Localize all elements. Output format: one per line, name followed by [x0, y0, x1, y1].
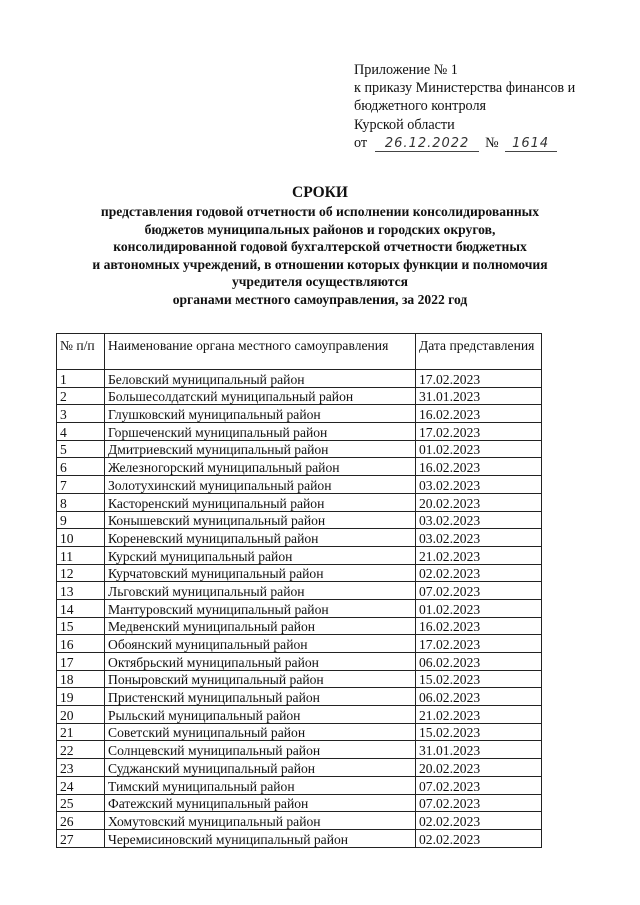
table-row: [57, 776, 542, 794]
table-row: [57, 493, 542, 511]
row-number: 19: [57, 688, 105, 706]
table-row: [57, 564, 542, 582]
submission-date: 20.02.2023: [416, 493, 542, 511]
table-row: [57, 617, 542, 635]
row-number: 21: [57, 723, 105, 741]
row-number: 22: [57, 741, 105, 759]
submission-date: 31.01.2023: [416, 741, 542, 759]
table-row: [57, 458, 542, 476]
row-number: 4: [57, 423, 105, 441]
organ-name: Беловский муниципальный район: [105, 370, 416, 388]
submission-date: 17.02.2023: [416, 370, 542, 388]
organ-name: Советский муниципальный район: [105, 723, 416, 741]
row-number: 23: [57, 759, 105, 777]
organ-name: Горшеченский муниципальный район: [105, 423, 416, 441]
header-organ-name: Наименование органа местного самоуправления: [105, 334, 416, 370]
row-number: 24: [57, 776, 105, 794]
table-row: [57, 829, 542, 847]
row-number: 25: [57, 794, 105, 812]
document-heading: [0, 183, 640, 309]
submission-date: 15.02.2023: [416, 670, 542, 688]
row-number: 2: [57, 387, 105, 405]
submission-date: 20.02.2023: [416, 759, 542, 777]
organ-name: Медвенский муниципальный район: [105, 617, 416, 635]
row-number: 9: [57, 511, 105, 529]
annex-date-line: [354, 134, 634, 152]
table-row: [57, 635, 542, 653]
row-number: 3: [57, 405, 105, 423]
organ-name: Суджанский муниципальный район: [105, 759, 416, 777]
submission-date: 16.02.2023: [416, 458, 542, 476]
organ-name: Рыльский муниципальный район: [105, 706, 416, 724]
organ-name: Поныровский муниципальный район: [105, 670, 416, 688]
submission-date: 02.02.2023: [416, 812, 542, 830]
organ-name: Курский муниципальный район: [105, 546, 416, 564]
organ-name: Конышевский муниципальный район: [105, 511, 416, 529]
row-number: 5: [57, 440, 105, 458]
row-number: 16: [57, 635, 105, 653]
table-row: [57, 706, 542, 724]
table-row: [57, 723, 542, 741]
table-row: [57, 370, 542, 388]
organ-name: Большесолдатский муниципальный район: [105, 387, 416, 405]
submission-date: 03.02.2023: [416, 529, 542, 547]
organ-name: Фатежский муниципальный район: [105, 794, 416, 812]
table-row: [57, 405, 542, 423]
row-number: 10: [57, 529, 105, 547]
number-label: №: [485, 134, 499, 151]
table-row: [57, 529, 542, 547]
submission-date: 21.02.2023: [416, 706, 542, 724]
submission-date: 03.02.2023: [416, 476, 542, 494]
submission-date: 16.02.2023: [416, 405, 542, 423]
table-row: [57, 387, 542, 405]
table-row: [57, 670, 542, 688]
submission-date: 06.02.2023: [416, 688, 542, 706]
table-row: [57, 812, 542, 830]
submission-date: 01.02.2023: [416, 440, 542, 458]
header-number: № п/п: [57, 334, 105, 370]
submission-date: 17.02.2023: [416, 423, 542, 441]
organ-name: Тимский муниципальный район: [105, 776, 416, 794]
submission-date: 17.02.2023: [416, 635, 542, 653]
row-number: 26: [57, 812, 105, 830]
organ-name: Льговский муниципальный район: [105, 582, 416, 600]
submission-date: 21.02.2023: [416, 546, 542, 564]
submission-date: 06.02.2023: [416, 653, 542, 671]
organ-name: Обоянский муниципальный район: [105, 635, 416, 653]
document-title: СРОКИ: [292, 184, 348, 201]
annex-line-1: Приложение № 1: [354, 62, 458, 78]
organ-name: Золотухинский муниципальный район: [105, 476, 416, 494]
submission-date: 15.02.2023: [416, 723, 542, 741]
subtitle-line: и автономных учреждений, в отношении которых функции и полномочия: [92, 256, 548, 272]
submission-date: 16.02.2023: [416, 617, 542, 635]
organ-name: Дмитриевский муниципальный район: [105, 440, 416, 458]
deadlines-table: [56, 333, 542, 848]
annex-block: [354, 61, 634, 152]
row-number: 13: [57, 582, 105, 600]
row-number: 14: [57, 599, 105, 617]
organ-name: Глушковский муниципальный район: [105, 405, 416, 423]
row-number: 11: [57, 546, 105, 564]
submission-date: 07.02.2023: [416, 794, 542, 812]
organ-name: Октябрьский муниципальный район: [105, 653, 416, 671]
subtitle-line: органами местного самоуправления, за 2022 год: [172, 291, 468, 307]
row-number: 20: [57, 706, 105, 724]
table-row: [57, 440, 542, 458]
header-date: Дата представления: [416, 334, 542, 370]
organ-name: Железногорский муниципальный район: [105, 458, 416, 476]
table-row: [57, 741, 542, 759]
row-number: 27: [57, 829, 105, 847]
submission-date: 02.02.2023: [416, 829, 542, 847]
row-number: 1: [57, 370, 105, 388]
row-number: 17: [57, 653, 105, 671]
annex-line-3: бюджетного контроля: [354, 98, 487, 115]
handwritten-number: 1614: [505, 137, 557, 152]
table-header-row: [57, 334, 542, 370]
row-number: 6: [57, 458, 105, 476]
table-row: [57, 546, 542, 564]
submission-date: 31.01.2023: [416, 387, 542, 405]
organ-name: Курчатовский муниципальный район: [105, 564, 416, 582]
handwritten-date: 26.12.2022: [375, 137, 479, 152]
row-number: 18: [57, 670, 105, 688]
submission-date: 07.02.2023: [416, 582, 542, 600]
table-row: [57, 759, 542, 777]
organ-name: Мантуровский муниципальный район: [105, 599, 416, 617]
table-row: [57, 476, 542, 494]
table-row: [57, 653, 542, 671]
subtitle-line: учредителя осуществляются: [231, 274, 409, 290]
subtitle-line: представления годовой отчетности об исполнении консолидированных: [100, 204, 540, 219]
organ-name: Касторенский муниципальный район: [105, 493, 416, 511]
row-number: 15: [57, 617, 105, 635]
annex-line-2: к приказу Министерства финансов и: [354, 80, 576, 97]
annex-line-4: Курской области: [354, 116, 455, 133]
subtitle-line: бюджетов муниципальных районов и городских округов,: [144, 221, 496, 237]
subtitle-line: консолидированной годовой бухгалтерской отчетности бюджетных: [113, 239, 527, 255]
table-row: [57, 599, 542, 617]
organ-name: Солнцевский муниципальный район: [105, 741, 416, 759]
row-number: 8: [57, 493, 105, 511]
submission-date: 01.02.2023: [416, 599, 542, 617]
table-row: [57, 582, 542, 600]
submission-date: 02.02.2023: [416, 564, 542, 582]
submission-date: 03.02.2023: [416, 511, 542, 529]
date-prefix: от: [354, 134, 368, 151]
table-row: [57, 794, 542, 812]
submission-date: 07.02.2023: [416, 776, 542, 794]
table-row: [57, 511, 542, 529]
row-number: 12: [57, 564, 105, 582]
table-row: [57, 688, 542, 706]
organ-name: Кореневский муниципальный район: [105, 529, 416, 547]
row-number: 7: [57, 476, 105, 494]
table-row: [57, 423, 542, 441]
organ-name: Пристенский муниципальный район: [105, 688, 416, 706]
organ-name: Хомутовский муниципальный район: [105, 812, 416, 830]
organ-name: Черемисиновский муниципальный район: [105, 829, 416, 847]
